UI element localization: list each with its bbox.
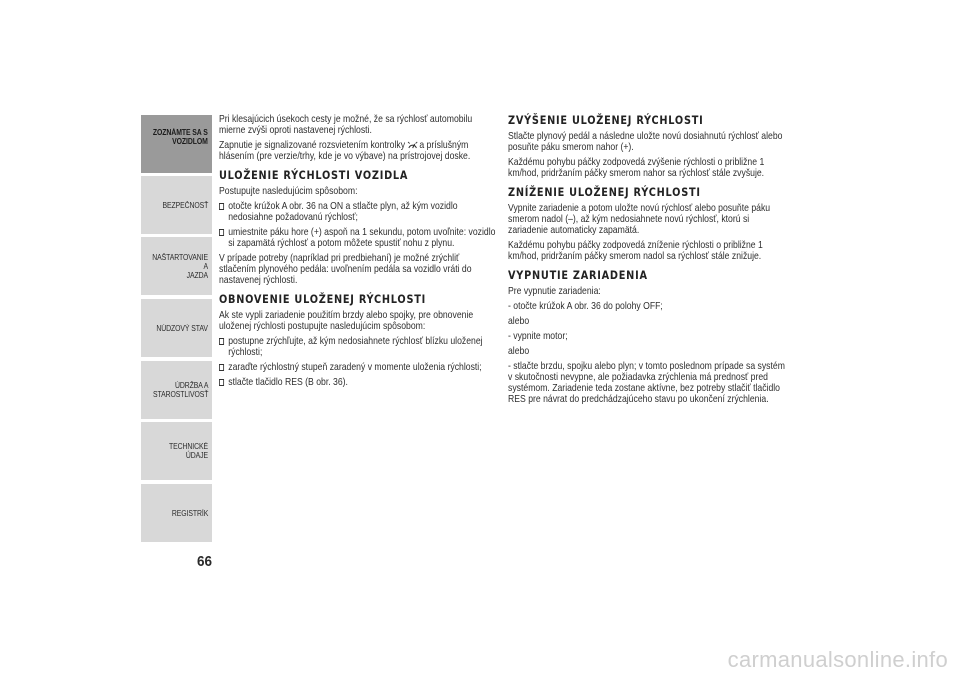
paragraph: Postupujte nasledujúcim spôsobom: bbox=[219, 186, 358, 197]
paragraph: Stlačte plynový pedál a následne uložte novú dosiahnutú rýchlosť alebo posuňte páku smerom nahor (+). bbox=[508, 131, 783, 153]
bullet-item bbox=[219, 336, 496, 358]
left-column bbox=[219, 114, 499, 392]
right-column bbox=[508, 114, 790, 409]
paragraph: Pri klesajúcich úsekoch cesty je možné, že sa rýchlosť automobilu mierne zvýši oproti nastavenej rýchlosti. bbox=[219, 114, 473, 136]
bullet-item bbox=[219, 227, 496, 249]
section-heading: ULOŽENIE RÝCHLOSTI VOZIDLA bbox=[219, 168, 409, 182]
paragraph: alebo bbox=[508, 316, 530, 327]
bullet-text: otočte krúžok A obr. 36 na ON a stlačte plyn, až kým vozidlo nedosiahne požadovanú rýchlosť; bbox=[228, 201, 458, 223]
checkbox-bullet-icon bbox=[219, 379, 224, 386]
paragraph: - stlačte brzdu, spojku alebo plyn; v tomto poslednom prípade sa systém v skutočnosti nevypne, ale požiadavka zrýchlenia má prednosť pred systémom. Zariadenie teda zostane aktívne, bez potreby stlačiť tlačidlo RES pre návrat do predchádzajúceho stavu po ukončení zrýchlenia. bbox=[508, 361, 785, 405]
paragraph: Každému pohybu páčky zodpovedá zvýšenie rýchlosti o približne 1 km/hod, pridržaním páčky smerom nahor sa rýchlosť stále zvyšuje. bbox=[508, 157, 765, 179]
checkbox-bullet-icon bbox=[219, 203, 224, 210]
cruise-control-icon bbox=[407, 140, 418, 149]
tab-label: BEZPEČNOSŤ bbox=[162, 200, 208, 210]
section-heading: ZNÍŽENIE ULOŽENEJ RÝCHLOSTI bbox=[508, 185, 701, 199]
tab-registrik[interactable] bbox=[141, 484, 212, 542]
paragraph: - vypnite motor; bbox=[508, 331, 568, 342]
bullet-text: postupne zrýchľujte, až kým nedosiahnete rýchlosť blízku uloženej rýchlosti; bbox=[228, 336, 483, 358]
tab-label: ZOZNÁMTE SA S VOZIDLOM bbox=[153, 128, 208, 146]
page-number: 66 bbox=[196, 553, 212, 570]
tab-nudzovy-stav[interactable] bbox=[141, 299, 212, 357]
section-heading: OBNOVENIE ULOŽENEJ RÝCHLOSTI bbox=[219, 292, 427, 306]
tab-label: NÚDZOVÝ STAV bbox=[156, 323, 208, 333]
bullet-item bbox=[219, 201, 496, 223]
tab-label: NAŠTARTOVANIE A JAZDA bbox=[152, 252, 208, 280]
section-heading: ZVÝŠENIE ULOŽENEJ RÝCHLOSTI bbox=[508, 113, 704, 127]
tab-nastartovanie-a-jazda[interactable] bbox=[141, 237, 212, 295]
paragraph bbox=[219, 140, 496, 162]
tab-udrzba-a-starostlivost[interactable] bbox=[141, 361, 212, 419]
bullet-item bbox=[219, 377, 496, 388]
paragraph: - otočte krúžok A obr. 36 do polohy OFF; bbox=[508, 301, 663, 312]
tab-zoznamte-sa-s-vozidlom[interactable] bbox=[141, 115, 212, 173]
bullet-text: zaraďte rýchlostný stupeň zaradený v momente uloženia rýchlosti; bbox=[228, 362, 482, 373]
paragraph: Ak ste vypli zariadenie použitím brzdy alebo spojky, pre obnovenie uloženej rýchlosti postupujte nasledujúcim spôsobom: bbox=[219, 310, 474, 332]
checkbox-bullet-icon bbox=[219, 364, 224, 371]
tab-label: ÚDRŽBA A STAROSTLIVOSŤ bbox=[152, 381, 208, 399]
tab-bezpecnost[interactable] bbox=[141, 176, 212, 234]
checkbox-bullet-icon bbox=[219, 229, 224, 236]
bullet-text: umiestnite páku hore (+) aspoň na 1 sekundu, potom uvoľnite: vozidlo si zapamätá rýchlosť a potom môžete spustiť nohu z plynu. bbox=[228, 227, 496, 249]
paragraph: V prípade potreby (napríklad pri predbiehaní) je možné zrýchliť stlačením plynového pedála: uvoľnením pedála sa vozidlo vráti do nastavenej rýchlosti. bbox=[219, 253, 472, 286]
watermark: carmanualsonline.info bbox=[727, 647, 948, 672]
paragraph: Pre vypnutie zariadenia: bbox=[508, 286, 601, 297]
text: a príslušným hlásením (pre verzie/trhy, kde je vo výbave) na prístrojovej doske. bbox=[219, 140, 471, 162]
section-heading: VYPNUTIE ZARIADENIA bbox=[508, 268, 648, 282]
text: Zapnutie je signalizované rozsvietením kontrolky bbox=[219, 140, 406, 151]
tab-label: TECHNICKÉ ÚDAJE bbox=[169, 442, 208, 460]
checkbox-bullet-icon bbox=[219, 338, 224, 345]
paragraph: Každému pohybu páčky zodpovedá zníženie rýchlosti o približne 1 km/hod, pridržaním páčky smerom nadol sa rýchlosť stále znižuje. bbox=[508, 240, 763, 262]
tab-label: REGISTRÍK bbox=[171, 508, 208, 518]
bullet-text: stlačte tlačidlo RES (B obr. 36). bbox=[228, 377, 348, 388]
paragraph: alebo bbox=[508, 346, 530, 357]
tab-technicke-udaje[interactable] bbox=[141, 422, 212, 480]
bullet-item bbox=[219, 362, 496, 373]
paragraph: Vypnite zariadenie a potom uložte novú rýchlosť alebo posuňte páku smerom nadol (–), až kým nedosiahnete novú rýchlosť, ktorú si zariadenie automaticky zapamätá. bbox=[508, 203, 771, 236]
